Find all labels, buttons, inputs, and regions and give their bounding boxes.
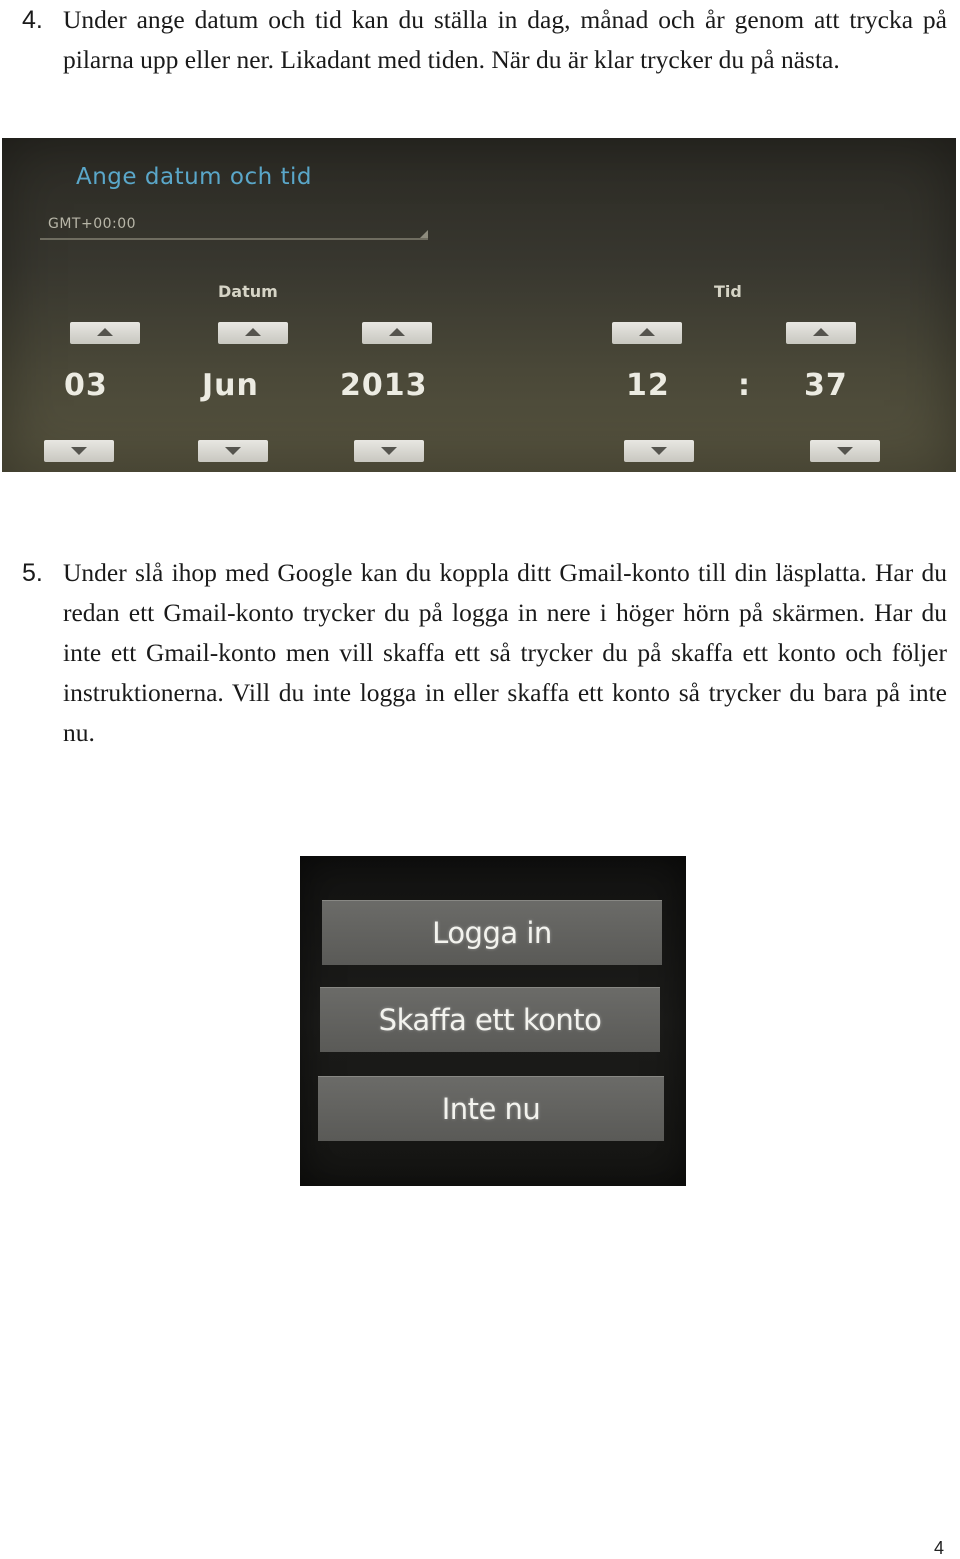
day-value: 03 (64, 368, 108, 403)
google-signin-screenshot (300, 856, 686, 1186)
step-5-text: Under slå ihop med Google kan du koppla ditt Gmail-konto till din läsplatta. Har du redan ett Gmail-konto trycker du på logga in nere i höger hörn på skärmen. Har du inte ett Gmail-konto men vill skaffa ett så trycker du på skaffa ett konto och följer instruktionerna. Vill du inte logga in eller skaffa ett konto så trycker du bara på inte nu. (63, 558, 947, 747)
year-up-arrow-icon[interactable] (362, 322, 432, 344)
dropdown-corner-icon (420, 230, 428, 238)
step-4-text: Under ange datum och tid kan du ställa in dag, månad och år genom att trycka på pilarna upp eller ner. Likadant med tiden. När du är klar trycker du på nästa. (63, 5, 947, 74)
timezone-select[interactable] (40, 210, 428, 240)
year-value: 2013 (340, 368, 428, 403)
hour-up-arrow-icon[interactable] (612, 322, 682, 344)
month-down-arrow-icon[interactable] (198, 440, 268, 462)
step-5-number: 5. (22, 559, 43, 587)
create-account-button[interactable]: Skaffa ett konto (320, 987, 660, 1052)
hour-value: 12 (626, 368, 670, 403)
hour-down-arrow-icon[interactable] (624, 440, 694, 462)
day-up-arrow-icon[interactable] (70, 322, 140, 344)
month-up-arrow-icon[interactable] (218, 322, 288, 344)
minute-value: 37 (804, 368, 848, 403)
time-label: Tid (714, 282, 742, 301)
not-now-button[interactable]: Inte nu (318, 1076, 664, 1141)
page-number: 4 (934, 1538, 945, 1558)
month-value: Jun (202, 368, 259, 403)
minute-up-arrow-icon[interactable] (786, 322, 856, 344)
timezone-value: GMT+00:00 (48, 216, 137, 232)
year-down-arrow-icon[interactable] (354, 440, 424, 462)
minute-down-arrow-icon[interactable] (810, 440, 880, 462)
date-time-screenshot (2, 138, 956, 472)
date-time-title: Ange datum och tid (76, 164, 312, 190)
step-4-number: 4. (22, 6, 43, 34)
day-down-arrow-icon[interactable] (44, 440, 114, 462)
date-label: Datum (218, 282, 278, 301)
login-button[interactable]: Logga in (322, 900, 662, 965)
time-separator: : (738, 368, 751, 403)
